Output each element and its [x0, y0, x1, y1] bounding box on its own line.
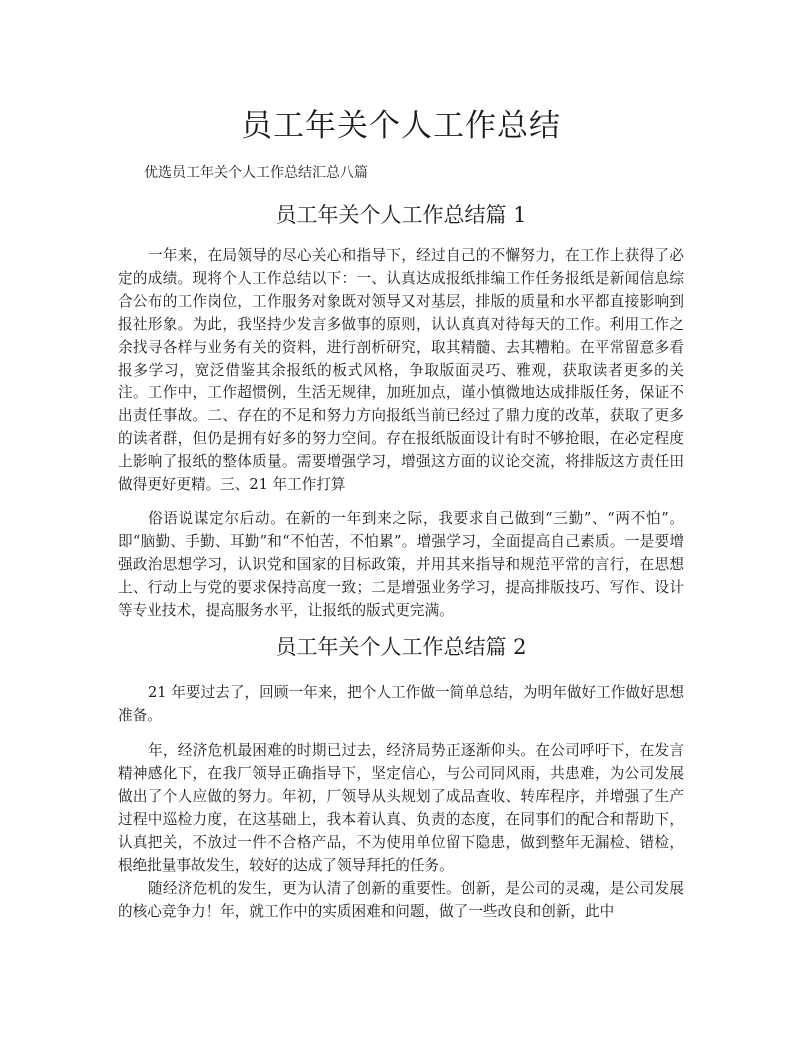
section-2-heading: 员工年关个人工作总结篇 2	[275, 635, 527, 659]
section-1-heading: 员工年关个人工作总结篇 1	[275, 203, 527, 227]
section-1-paragraph-2: 俗语说谋定尔后动。在新的一年到来之际，我要求自己做到“三勤”、“两不怕”。即“脑勤、手勤、耳勤”和“不怕苦，不怕累”。增强学习，全面提高自己素质。一是要增强政治思想学习，认识党和国家的目标政策，并用其来指导和规范平常的言行，在思想上、行动上与党的要求保持高度一致；二是增强业务学习，提高排版技巧、写作、设计等专业技术，提高服务水平，让报纸的版式更完满。	[118, 510, 684, 619]
section-2-paragraph-3: 随经济危机的发生，更为认清了创新的重要性。创新，是公司的灵魂，是公司发展的核心竞争力！年，就工作中的实质困难和问题，做了一些改良和创新，此中	[118, 880, 684, 920]
section-2-paragraph-1: 21 年要过去了，回顾一年来，把个人工作做一简单总结，为明年做好工作做好思想准备。	[118, 684, 684, 724]
section-1-paragraph-1: 一年来，在局领导的尽心关心和指导下，经过自己的不懈努力，在工作上获得了必定的成绩。现将个人工作总结以下：一、认真达成报纸排编工作任务报纸是新闻信息综合公布的工作岗位，工作服务对象既对领导又对基层，排版的质量和水平都直接影响到报社形象。为此，我坚持少发言多做事的原则，认认真真对待每天的工作。利用工作之余找寻各样与业务有关的资料，进行剖析研究，取其精髓、去其糟粕。在平常留意多看报多学习，宽泛借鉴其余报纸的板式风格，争取版面灵巧、雅观，获取读者更多的关注。工作中，工作超惯例，生活无规律，加班加点，谨小慎微地达成排版任务，保证不出责任事故。二、存在的不足和努力方向报纸当前已经过了鼎力度的改革，获取了更多的读者群，但仍是拥有好多的努力空间。存在报纸版面设计有时不够抢眼，在必定程度上影响了报纸的整体质量。需要增强学习，增强这方面的议论交流，将排版这方责任田做得更好更精。三、21 年工作打算	[118, 247, 684, 494]
document-title: 员工年关个人工作总结	[241, 108, 561, 144]
section-2-paragraph-2: 年，经济危机最困难的时期已过去，经济局势正逐渐仰头。在公司呼吁下，在发言精神感化下，在我厂领导正确指导下，坚定信心，与公司同风雨，共患难，为公司发展做出了个人应做的努力。年初，厂领导从头规划了成品查收、转库程序，并增强了生产过程中巡检力度，在这基础上，我本着认真、负责的态度，在同事们的配合和帮助下，认真把关，不放过一件不合格产品，不为使用单位留下隐患，做到整年无漏检、错检，根绝批量事故发生，较好的达成了领导拜托的任务。	[118, 742, 684, 874]
document-subtitle: 优选员工年关个人工作总结汇总八篇	[144, 165, 368, 181]
